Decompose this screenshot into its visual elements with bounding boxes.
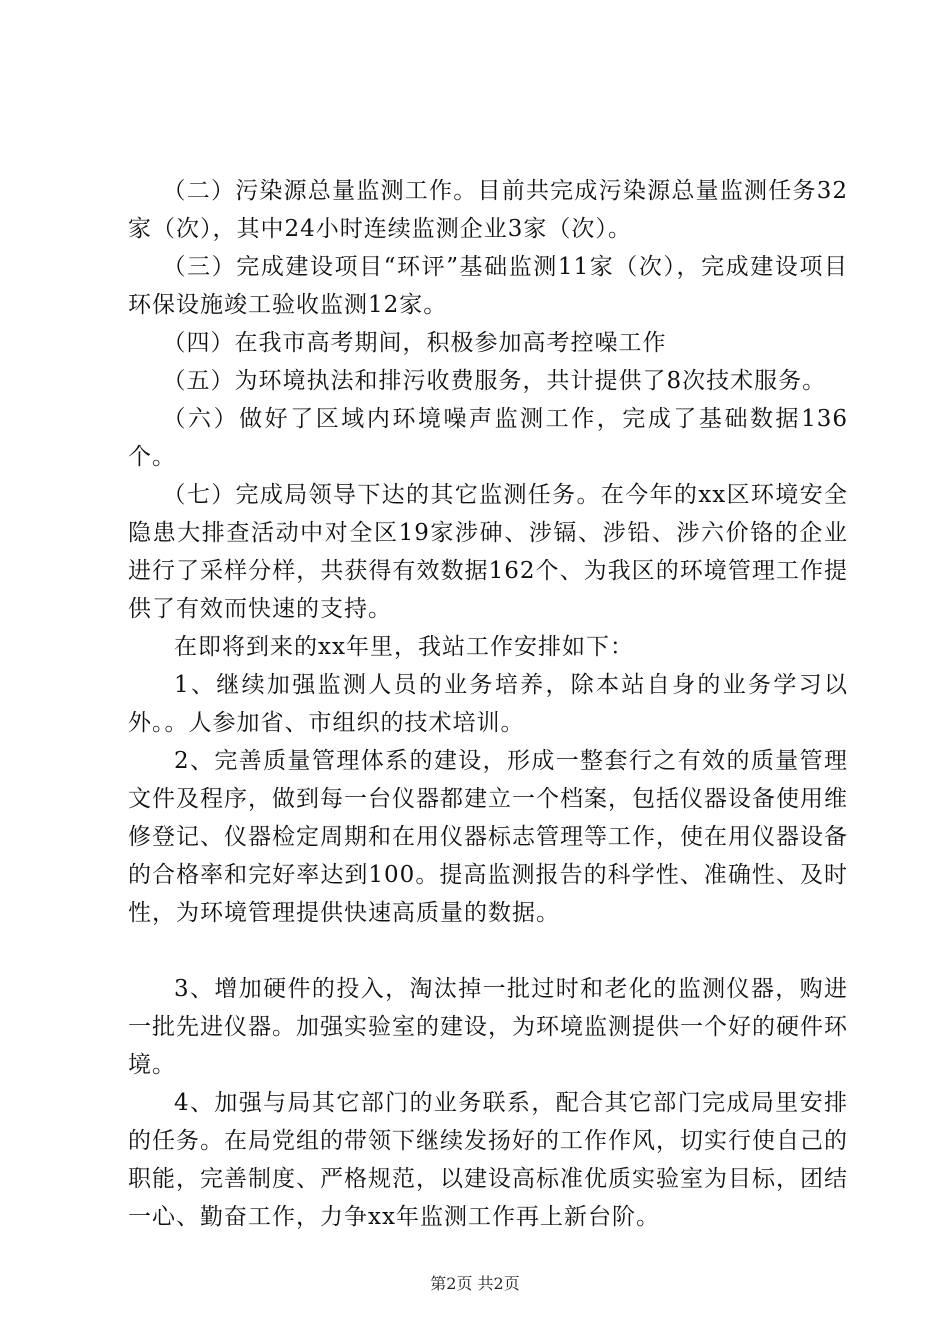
paragraph-enforcement-services: （五）为环境执法和排污收费服务，共计提供了8次技术服务。: [162, 368, 827, 394]
paragraph-plan-item-4: 4、加强与局其它部门的业务联系，配合其它部门完成局里安排的任务。在局党组的带领下继续发扬好的工作作风，切实行使自己的职能，完善制度、严格规范，以建设高标准优质实验室为目标，团结一心、勤奋工作，力争xx年监测工作再上新台阶。: [128, 1090, 848, 1230]
paragraph-plan-item-2: 2、完善质量管理体系的建设，形成一整套行之有效的质量管理文件及程序，做到每一台仪器都建立一个档案，包括仪器设备使用维修登记、仪器检定周期和在用仪器标志管理等工作，使在用仪器设备的合格率和完好率达到100。提高监测报告的科学性、准确性、及时性，为环境管理提供快速高质量的数据。: [128, 748, 848, 926]
document-body: [128, 172, 848, 1236]
paragraph-other-tasks: （七）完成局领导下达的其它监测任务。在今年的xx区环境安全隐患大排查活动中对全区19家涉砷、涉镉、涉铅、涉六价铬的企业进行了采样分样，共获得有效数据162个、为我区的环境管理工作提供了有效而快速的支持。: [128, 482, 848, 622]
paragraph-pollution-source-monitoring: （二）污染源总量监测工作。目前共完成污染源总量监测任务32家（次），其中24小时连续监测企业3家（次）。: [128, 178, 848, 242]
paragraph-eia-monitoring: （三）完成建设项目“环评”基础监测11家（次），完成建设项目环保设施竣工验收监测12家。: [128, 254, 848, 318]
paragraph-noise-monitoring: （六）做好了区域内环境噪声监测工作，完成了基础数据136个。: [128, 406, 848, 470]
page-number-footer: 第2页 共2页: [430, 1274, 520, 1293]
paragraph-plan-item-1: 1、继续加强监测人员的业务培养，除本站自身的业务学习以外。。人参加省、市组织的技术培训。: [128, 672, 848, 736]
paragraph-exam-noise-control: （四）在我市高考期间，积极参加高考控噪工作: [162, 330, 667, 356]
paragraph-plan-item-3: 3、增加硬件的投入，淘汰掉一批过时和老化的监测仪器，购进一批先进仪器。加强实验室的建设，为环境监测提供一个好的硬件环境。: [128, 976, 848, 1078]
paragraph-next-year-plan-intro: 在即将到来的xx年里，我站工作安排如下：: [174, 634, 634, 660]
